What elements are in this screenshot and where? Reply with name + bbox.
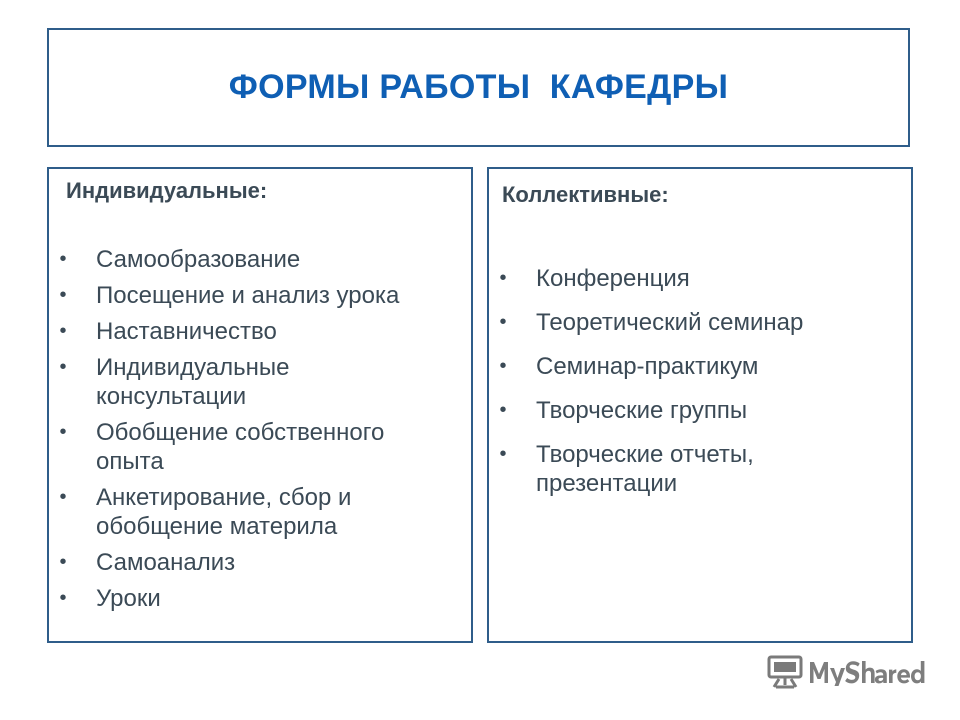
bullet-icon: • [59,421,67,443]
collective-list [498,264,908,513]
presentation-board-icon [766,655,804,689]
bullet-icon: • [59,356,67,378]
list-item-text: Самообразование [96,246,301,273]
bullet-icon: • [59,587,67,609]
collective-panel [487,167,913,643]
list-item [58,548,468,577]
list-item-text: Семинар-практикум [536,353,759,380]
list-item [58,245,468,274]
list-item-text: Уроки [96,585,161,612]
list-item [498,264,908,293]
bullet-icon: • [499,399,507,421]
list-item-text: Творческие отчеты, презентации [536,441,754,497]
individual-heading: Индивидуальные: [66,178,268,203]
title-box [47,28,910,147]
bullet-icon: • [499,311,507,333]
list-item-text: Самоанализ [96,549,236,576]
bullet-icon: • [59,320,67,342]
individual-panel [47,167,473,643]
list-item [58,483,426,541]
list-item-text: Обобщение собственного опыта [96,419,385,475]
list-item [58,281,468,310]
list-item-text: Наставничество [96,318,277,345]
myshared-watermark [766,655,926,689]
list-item-text: Посещение и анализ урока [96,282,400,309]
list-item [58,353,356,411]
bullet-icon: • [59,551,67,573]
list-item [498,396,908,425]
individual-list [58,245,468,620]
bullet-icon: • [59,284,67,306]
list-item [498,352,908,381]
collective-heading: Коллективные: [502,182,669,207]
slide-title: ФОРМЫ РАБОТЫ КАФЕДРЫ [228,68,729,106]
list-item-text: Анкетирование, сбор и обобщение материла [96,484,352,540]
list-item [58,418,456,476]
bullet-icon: • [499,355,507,377]
myshared-logo-icon [808,657,926,687]
list-item-text: Конференция [536,265,690,292]
list-item-text: Теоретический семинар [536,309,804,336]
list-item [498,440,836,498]
list-item [498,308,908,337]
bullet-icon: • [59,248,67,270]
list-item [58,317,468,346]
list-item [58,584,468,613]
bullet-icon: • [499,443,507,465]
list-item-text: Индивидуальные консультации [96,354,290,410]
bullet-icon: • [59,486,67,508]
bullet-icon: • [499,267,507,289]
list-item-text: Творческие группы [536,397,748,424]
